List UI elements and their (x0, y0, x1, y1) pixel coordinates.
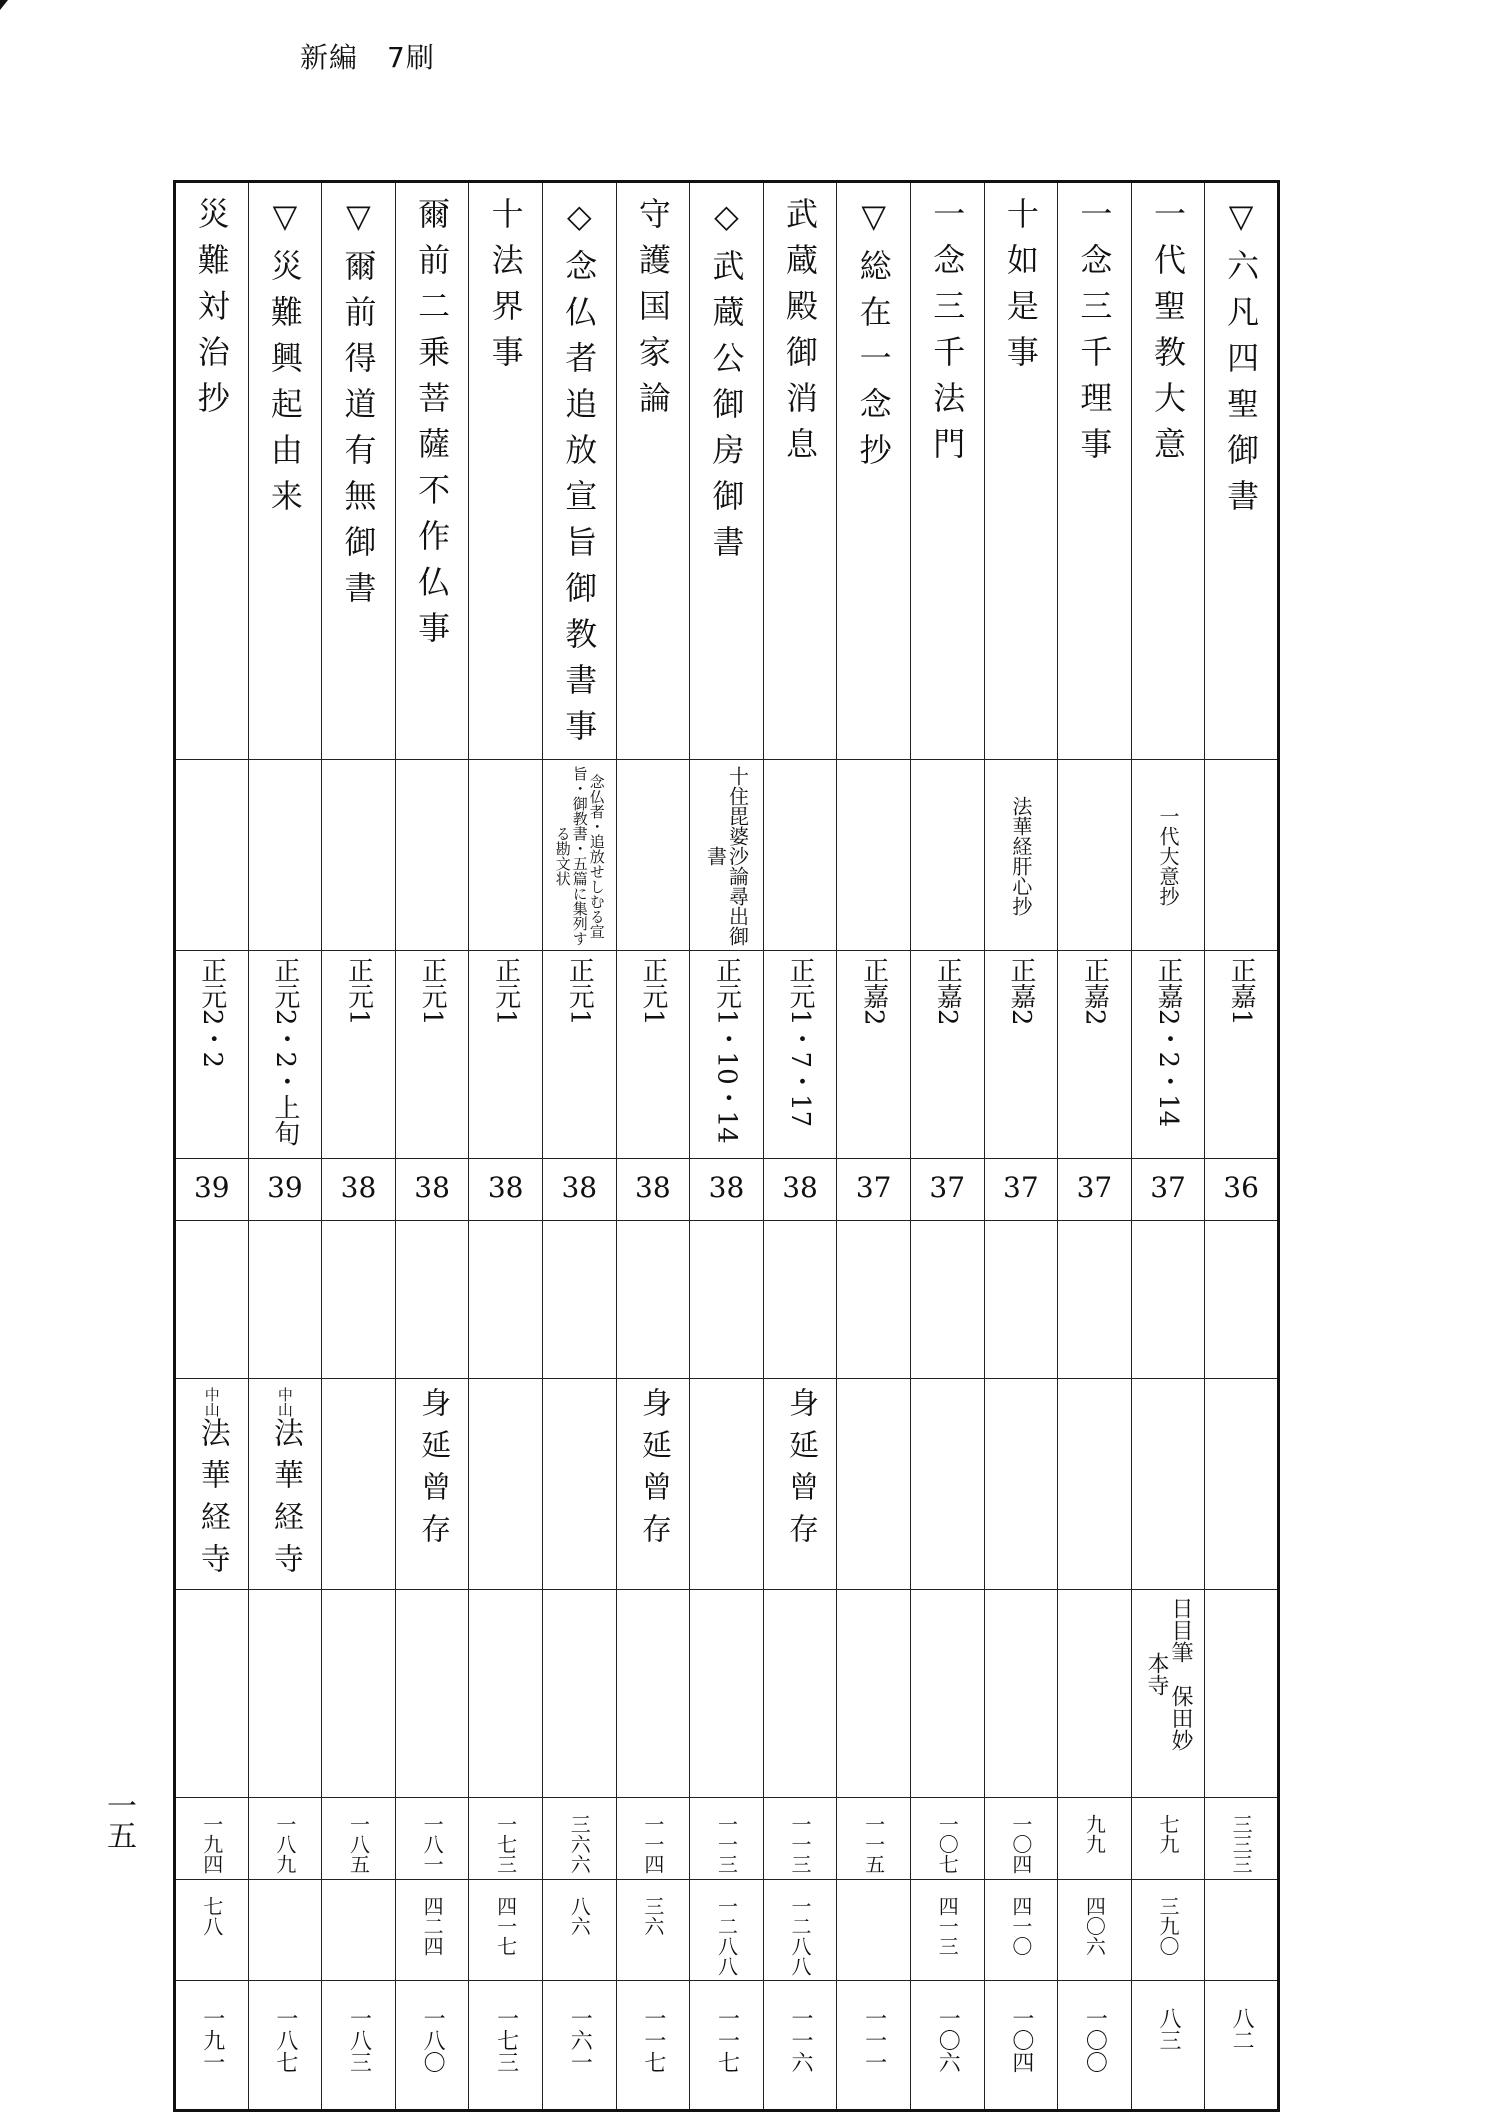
entry-ref1 (984, 1798, 1058, 1880)
entry-ref3 (1205, 1981, 1279, 2111)
entry-ref3-text: 一一七 (714, 2007, 740, 2073)
entry-age (837, 1159, 911, 1221)
entry-place-text: 法華経寺 (267, 1417, 303, 1585)
entry-place (248, 1379, 322, 1590)
entry-date-text: 正嘉2 (932, 957, 963, 1026)
entry-alias (469, 760, 543, 951)
entry-place (1205, 1379, 1279, 1590)
entry-alias-text: 十住毘婆沙論尋出御書 (703, 766, 750, 946)
entry-title-text: 災難対治抄 (192, 197, 231, 427)
entry-title (837, 182, 911, 760)
entry-place (1058, 1379, 1132, 1590)
entry-ref1 (837, 1798, 911, 1880)
entry-copy (984, 1590, 1058, 1798)
entry-place-wrap (634, 1379, 672, 1555)
entry-ref1-text: 一〇四 (1008, 1814, 1033, 1874)
entry-blank (1058, 1221, 1132, 1379)
entry-title (469, 182, 543, 760)
entry-blank (542, 1221, 616, 1379)
entry-ref2 (616, 1880, 690, 1981)
entry-blank (1205, 1221, 1279, 1379)
entry-copy (1058, 1590, 1132, 1798)
entry-ref1-text: 一一四 (640, 1814, 665, 1874)
entry-title (542, 182, 616, 760)
entry-date-text: 正元1 (417, 957, 448, 1026)
entry-blank (395, 1221, 469, 1379)
entry-blank (1131, 1221, 1205, 1379)
entry-ref3-text: 八三 (1156, 2007, 1182, 2051)
entry-ref3 (175, 1981, 249, 2111)
entry-copy-text: 日目筆 保田妙本寺 (1144, 1597, 1194, 1751)
entry-date (1205, 951, 1279, 1159)
entry-age-text: 38 (782, 1171, 818, 1204)
row-alias (175, 760, 1279, 951)
entry-copy (837, 1590, 911, 1798)
entry-age (1205, 1159, 1279, 1221)
entry-title-text: 一代聖教大意 (1149, 197, 1188, 473)
entry-ref2-text: 三九〇 (1156, 1896, 1181, 1956)
entry-ref2-text: 一二八八 (714, 1896, 739, 1976)
entry-age-text: 37 (929, 1171, 966, 1204)
entry-date-text: 正元1・10・14 (711, 957, 742, 1144)
entry-place (175, 1379, 249, 1590)
entry-age (1058, 1159, 1132, 1221)
entry-title (1131, 182, 1205, 760)
entry-alias (616, 760, 690, 951)
entry-ref3 (1131, 1981, 1205, 2111)
entry-place-wrap (781, 1379, 819, 1555)
entry-blank (175, 1221, 249, 1379)
entry-place (984, 1379, 1058, 1590)
entry-title-text: ▽六凡四聖御書 (1222, 197, 1261, 525)
entry-age (1131, 1159, 1205, 1221)
entry-date (1058, 951, 1132, 1159)
entry-place (542, 1379, 616, 1590)
entry-title (984, 182, 1058, 760)
entry-place-text: 身延曾存 (415, 1387, 451, 1555)
entry-age (616, 1159, 690, 1221)
entry-ref1 (910, 1798, 984, 1880)
entry-age-text: 37 (855, 1171, 892, 1204)
entry-ref2-text: 一二八八 (788, 1896, 813, 1976)
entry-date (837, 951, 911, 1159)
entry-copy (248, 1590, 322, 1798)
entry-alias (542, 760, 616, 951)
entry-alias-text: 法華経肝心抄 (1008, 796, 1033, 916)
entry-title (763, 182, 837, 760)
entry-ref1 (1131, 1798, 1205, 1880)
entry-date (395, 951, 469, 1159)
entry-age-text: 39 (267, 1171, 303, 1204)
entry-date-text: 正嘉2 (858, 957, 889, 1026)
entry-ref3-text: 一〇六 (935, 2007, 961, 2073)
entry-ref3-text: 一〇四 (1008, 2007, 1034, 2073)
entry-ref3-text: 一一七 (640, 2007, 666, 2073)
entry-alias (910, 760, 984, 951)
entry-title-text: 爾前二乗菩薩不作仏事 (413, 197, 452, 657)
entry-ref2 (910, 1880, 984, 1981)
entry-ref3-text: 一八〇 (420, 2007, 446, 2073)
entry-ref1 (1205, 1798, 1279, 1880)
entry-age-text: 39 (193, 1171, 230, 1204)
entry-ref3-text: 一一一 (861, 2007, 887, 2073)
entry-alias (837, 760, 911, 951)
entry-ref2-text: 七八 (199, 1896, 224, 1936)
entry-age-text: 36 (1223, 1171, 1259, 1204)
entry-age-text: 37 (1150, 1171, 1186, 1204)
entry-age (395, 1159, 469, 1221)
entry-ref3 (984, 1981, 1058, 2111)
entry-blank (690, 1221, 764, 1379)
entry-date (690, 951, 764, 1159)
entry-ref3 (395, 1981, 469, 2111)
entry-ref2 (469, 1880, 543, 1981)
entry-ref2 (690, 1880, 764, 1981)
entry-ref1 (763, 1798, 837, 1880)
entry-age-text: 38 (635, 1171, 671, 1204)
entry-title-text: ▽爾前得道有無御書 (339, 197, 378, 617)
page-number: 一五 (101, 1790, 136, 1850)
entry-copy (542, 1590, 616, 1798)
entry-place (322, 1379, 396, 1590)
entry-date (175, 951, 249, 1159)
entry-title (616, 182, 690, 760)
entry-ref2-text: 八六 (567, 1896, 592, 1936)
entry-title-text: 武蔵殿御消息 (781, 197, 820, 473)
entry-date (542, 951, 616, 1159)
entry-copy (1205, 1590, 1279, 1798)
entry-ref3 (542, 1981, 616, 2111)
entry-copy (322, 1590, 396, 1798)
entry-alias (763, 760, 837, 951)
entry-date (763, 951, 837, 1159)
writings-index-table (173, 180, 1280, 2112)
entry-place-text: 身延曾存 (783, 1387, 819, 1555)
entry-title-text: ◇念仏者追放宣旨御教書事 (560, 197, 599, 755)
entry-blank (763, 1221, 837, 1379)
corner-mark (0, 0, 8, 10)
entry-copy (1131, 1590, 1205, 1798)
entry-ref3 (248, 1981, 322, 2111)
entry-place-wrap (266, 1379, 304, 1585)
entry-ref1-text: 一九四 (199, 1814, 224, 1874)
entry-alias (322, 760, 396, 951)
entry-ref3 (910, 1981, 984, 2111)
entry-ref2 (837, 1880, 911, 1981)
entry-ref3 (690, 1981, 764, 2111)
entry-age-text: 38 (708, 1171, 745, 1204)
entry-date-text: 正元1 (564, 957, 595, 1026)
entry-alias (175, 760, 249, 951)
entry-copy (910, 1590, 984, 1798)
entry-blank (616, 1221, 690, 1379)
entry-ref1-text: 三三三 (1229, 1814, 1254, 1874)
entry-ref1-text: 一八九 (272, 1814, 297, 1874)
entry-place (837, 1379, 911, 1590)
row-age (175, 1159, 1279, 1221)
entry-date-text: 正元1 (343, 957, 374, 1026)
entry-alias (1131, 760, 1205, 951)
entry-age (322, 1159, 396, 1221)
row-title (175, 182, 1279, 760)
entry-place (469, 1379, 543, 1590)
entry-place (763, 1379, 837, 1590)
entry-title (175, 182, 249, 760)
entry-ref1-text: 一八一 (420, 1814, 445, 1874)
entry-ref2 (542, 1880, 616, 1981)
entry-age (248, 1159, 322, 1221)
entry-age (763, 1159, 837, 1221)
entry-ref1-text: 一七三 (493, 1814, 518, 1874)
entry-copy (616, 1590, 690, 1798)
row-copy (175, 1590, 1279, 1798)
entry-ref2-text: 四二四 (420, 1896, 445, 1956)
entry-date-text: 正元2・2 (196, 957, 227, 1069)
entry-ref2-text: 三六 (640, 1896, 665, 1936)
row-ref2 (175, 1880, 1279, 1981)
entry-title-text: 守護国家論 (633, 197, 672, 427)
entry-alias (1058, 760, 1132, 951)
entry-ref3-text: 一八三 (346, 2007, 372, 2073)
entry-ref1 (469, 1798, 543, 1880)
entry-date-text: 正元1 (490, 957, 521, 1026)
entry-place-text: 法華経寺 (194, 1417, 230, 1585)
entry-copy (395, 1590, 469, 1798)
entry-alias (690, 760, 764, 951)
entry-age (984, 1159, 1058, 1221)
entry-alias (1205, 760, 1279, 951)
entry-ref3 (322, 1981, 396, 2111)
entry-ref1-text: 一一五 (861, 1814, 886, 1874)
entry-alias-text: 一代大意抄 (1156, 806, 1181, 906)
entry-date-text: 正嘉2・2・14 (1153, 957, 1184, 1128)
entry-ref1-text: 七九 (1156, 1814, 1181, 1854)
entry-ref1-text: 三六六 (567, 1814, 592, 1874)
entry-place-prefix: 中山 (202, 1387, 221, 1417)
entry-place (1131, 1379, 1205, 1590)
entry-place-text: 身延曾存 (635, 1387, 671, 1555)
entry-ref3-text: 一七三 (493, 2007, 519, 2073)
entry-age (690, 1159, 764, 1221)
entry-ref2 (1058, 1880, 1132, 1981)
entry-ref1-text: 九九 (1082, 1814, 1107, 1854)
entry-ref1-text: 一一三 (714, 1814, 739, 1874)
entry-title (1058, 182, 1132, 760)
entry-place (690, 1379, 764, 1590)
entry-ref2 (763, 1880, 837, 1981)
entry-copy (763, 1590, 837, 1798)
entry-ref3 (837, 1981, 911, 2111)
entry-ref2-text: 四一三 (935, 1896, 960, 1956)
entry-ref1 (175, 1798, 249, 1880)
entry-date-text: 正元1 (637, 957, 668, 1026)
entry-age-text: 37 (1003, 1171, 1039, 1204)
entry-place (616, 1379, 690, 1590)
entry-alias (248, 760, 322, 951)
entry-date-text: 正嘉1 (1226, 957, 1257, 1026)
entry-place-prefix: 中山 (275, 1387, 294, 1417)
entry-title (395, 182, 469, 760)
entry-age (175, 1159, 249, 1221)
entry-date-text: 正嘉2 (1079, 957, 1110, 1026)
entry-copy (469, 1590, 543, 1798)
entry-ref3-text: 一一六 (788, 2007, 814, 2073)
entry-ref2 (175, 1880, 249, 1981)
entry-title-text: 十法界事 (486, 197, 525, 381)
entry-ref3 (1058, 1981, 1132, 2111)
entry-title-text: ◇武蔵公御房御書 (707, 197, 746, 571)
entry-ref1 (322, 1798, 396, 1880)
page-header: 新編 7刷 (300, 41, 435, 74)
entry-place-wrap (413, 1379, 451, 1555)
entry-age (542, 1159, 616, 1221)
row-blank (175, 1221, 1279, 1379)
entry-ref1-text: 一八五 (346, 1814, 371, 1874)
entry-title-text: 十如是事 (1001, 197, 1040, 381)
entry-age-text: 38 (414, 1171, 450, 1204)
entry-ref3 (763, 1981, 837, 2111)
entry-ref2-text: 四〇六 (1082, 1896, 1107, 1956)
entry-alias-text: 念仏者・追放せしむる宣旨・御教書・五篇に集列する勘文状 (553, 766, 606, 946)
entry-ref2 (1205, 1880, 1279, 1981)
entry-title (322, 182, 396, 760)
entry-date (248, 951, 322, 1159)
entry-place-wrap (193, 1379, 231, 1585)
entry-title (248, 182, 322, 760)
entry-date (1131, 951, 1205, 1159)
entry-blank (984, 1221, 1058, 1379)
entry-copy (175, 1590, 249, 1798)
entry-date (910, 951, 984, 1159)
entry-copy (690, 1590, 764, 1798)
entry-date (984, 951, 1058, 1159)
row-date (175, 951, 1279, 1159)
entry-ref3 (469, 1981, 543, 2111)
entry-date-text: 正元2・2・上旬 (269, 957, 300, 1147)
entry-date-text: 正元1・7・17 (785, 957, 816, 1128)
entry-age-text: 38 (340, 1171, 377, 1204)
entry-age-text: 38 (487, 1171, 524, 1204)
entry-place (395, 1379, 469, 1590)
entry-ref3-text: 一九一 (199, 2007, 225, 2073)
entry-title (1205, 182, 1279, 760)
entry-ref2-text: 四一〇 (1008, 1896, 1033, 1956)
entry-blank (910, 1221, 984, 1379)
entry-alias (395, 760, 469, 951)
entry-date (616, 951, 690, 1159)
entry-title-text: 一念三千法門 (928, 197, 967, 473)
entry-ref2-text: 四一七 (493, 1896, 518, 1956)
entry-date (469, 951, 543, 1159)
entry-ref2 (395, 1880, 469, 1981)
entry-age-text: 37 (1076, 1171, 1113, 1204)
entry-ref3-text: 一〇〇 (1082, 2007, 1108, 2073)
entry-ref2 (1131, 1880, 1205, 1981)
entry-ref1-text: 一〇七 (935, 1814, 960, 1874)
entry-ref1 (1058, 1798, 1132, 1880)
entry-blank (248, 1221, 322, 1379)
entry-ref1-text: 一一三 (788, 1814, 813, 1874)
entry-ref3 (616, 1981, 690, 2111)
entry-date (322, 951, 396, 1159)
entry-title (910, 182, 984, 760)
row-ref3 (175, 1981, 1279, 2111)
entry-title-text: 一念三千理事 (1075, 197, 1114, 473)
entry-age (469, 1159, 543, 1221)
entry-blank (469, 1221, 543, 1379)
entry-ref2 (248, 1880, 322, 1981)
entry-title (690, 182, 764, 760)
entry-ref2 (984, 1880, 1058, 1981)
entry-date-text: 正嘉2 (1005, 957, 1036, 1026)
entry-ref3-text: 一八七 (272, 2007, 298, 2073)
entry-ref3-text: 一六一 (567, 2007, 593, 2073)
entry-ref2 (322, 1880, 396, 1981)
entry-ref1 (542, 1798, 616, 1880)
entry-ref3-text: 八二 (1229, 2007, 1255, 2051)
row-place (175, 1379, 1279, 1590)
entry-place (910, 1379, 984, 1590)
entry-title-text: ▽総在一念抄 (854, 197, 893, 479)
entry-ref1 (616, 1798, 690, 1880)
entry-blank (837, 1221, 911, 1379)
entry-ref1 (248, 1798, 322, 1880)
entry-age-text: 38 (561, 1171, 598, 1204)
entry-blank (322, 1221, 396, 1379)
entry-alias (984, 760, 1058, 951)
entry-ref1 (690, 1798, 764, 1880)
entry-age (910, 1159, 984, 1221)
row-ref1 (175, 1798, 1279, 1880)
entry-title-text: ▽災難興起由来 (265, 197, 304, 525)
entry-ref1 (395, 1798, 469, 1880)
